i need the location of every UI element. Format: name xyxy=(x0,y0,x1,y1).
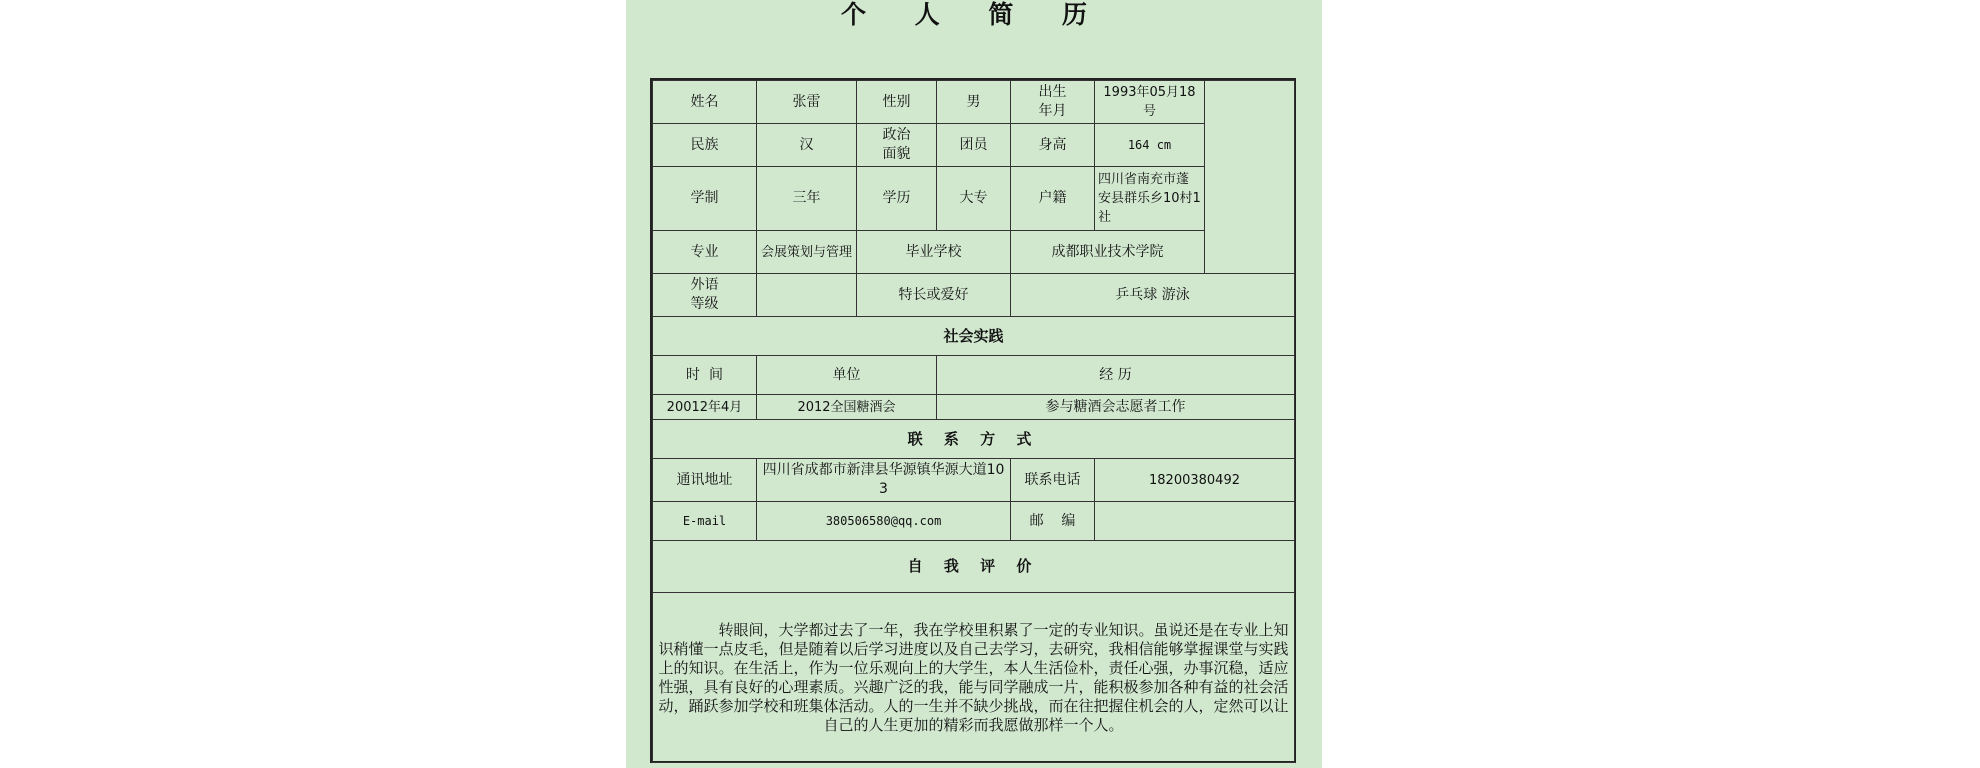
political-value: 团员 xyxy=(937,124,1011,167)
practice-col-time: 时 间 xyxy=(653,356,757,395)
gender-value: 男 xyxy=(937,81,1011,124)
hometown-label: 户籍 xyxy=(1011,167,1095,231)
row-practice-heading xyxy=(653,317,1295,356)
address-label: 通讯地址 xyxy=(653,459,757,502)
row-address xyxy=(653,459,1295,502)
page-title: 个 人 简 历 xyxy=(840,0,1108,29)
phone-value: 18200380492 xyxy=(1095,459,1295,502)
hobby-value: 乒乓球 游泳 xyxy=(1011,274,1295,317)
practice-experience: 参与糖酒会志愿者工作 xyxy=(937,395,1295,420)
political-label: 政治 面貌 xyxy=(857,124,937,167)
practice-heading: 社会实践 xyxy=(653,317,1295,356)
self-eval-heading: 自 我 评 价 xyxy=(653,541,1295,593)
school-label: 毕业学校 xyxy=(857,231,1011,274)
row-practice-columns xyxy=(653,356,1295,395)
row-language xyxy=(653,274,1295,317)
practice-col-experience: 经 历 xyxy=(937,356,1295,395)
ethnicity-label: 民族 xyxy=(653,124,757,167)
name-value: 张雷 xyxy=(757,81,857,124)
height-label: 身高 xyxy=(1011,124,1095,167)
practice-row xyxy=(653,395,1295,420)
practice-time: 20012年4月 xyxy=(653,395,757,420)
ethnicity-value: 汉 xyxy=(757,124,857,167)
email-label: E-mail xyxy=(653,502,757,541)
resume-table xyxy=(652,80,1295,763)
row-email xyxy=(653,502,1295,541)
address-value: 四川省成都市新津县华源镇华源大道103 xyxy=(757,459,1011,502)
schooling-value: 三年 xyxy=(757,167,857,231)
school-value: 成都职业技术学院 xyxy=(1011,231,1205,274)
row-schooling xyxy=(653,167,1295,231)
education-value: 大专 xyxy=(937,167,1011,231)
row-name xyxy=(653,81,1295,124)
zip-value xyxy=(1095,502,1295,541)
resume-page xyxy=(626,0,1322,768)
email-value: 380506580@qq.com xyxy=(757,502,1011,541)
language-label: 外语 等级 xyxy=(653,274,757,317)
zip-label: 邮 编 xyxy=(1011,502,1095,541)
practice-col-unit: 单位 xyxy=(757,356,937,395)
gender-label: 性别 xyxy=(857,81,937,124)
major-value: 会展策划与管理 xyxy=(757,231,857,274)
row-self-eval-text xyxy=(653,593,1295,763)
row-ethnicity xyxy=(653,124,1295,167)
phone-label: 联系电话 xyxy=(1011,459,1095,502)
photo-cell xyxy=(1205,81,1295,274)
hometown-value: 四川省南充市蓬安县群乐乡10村1社 xyxy=(1095,167,1205,231)
birth-value: 1993年05月18号 xyxy=(1095,81,1205,124)
name-label: 姓名 xyxy=(653,81,757,124)
height-value: 164 cm xyxy=(1095,124,1205,167)
row-major xyxy=(653,231,1295,274)
major-label: 专业 xyxy=(653,231,757,274)
education-label: 学历 xyxy=(857,167,937,231)
birth-label: 出生 年月 xyxy=(1011,81,1095,124)
row-contact-heading xyxy=(653,420,1295,459)
hobby-label: 特长或爱好 xyxy=(857,274,1011,317)
schooling-label: 学制 xyxy=(653,167,757,231)
language-value xyxy=(757,274,857,317)
self-eval-text: 转眼间，大学都过去了一年，我在学校里积累了一定的专业知识。虽说还是在专业上知识稍懂一点皮毛，但是随着以后学习进度以及自己去学习，去研究，我相信能够掌握课堂与实践上的知识。在生活上，作为一位乐观向上的大学生，本人生活俭朴，责任心强，办事沉稳，适应性强，具有良好的心理素质。兴趣广泛的我，能与同学融成一片，能积极参加各种有益的社会活动，踊跃参加学校和班集体活动。人的一生并不缺少挑战，而在往把握住机会的人，定然可以让自己的人生更加的精彩而我愿做那样一个人。 xyxy=(653,593,1295,763)
practice-unit: 2012全国糖酒会 xyxy=(757,395,937,420)
contact-heading: 联 系 方 式 xyxy=(653,420,1295,459)
row-self-eval-heading xyxy=(653,541,1295,593)
